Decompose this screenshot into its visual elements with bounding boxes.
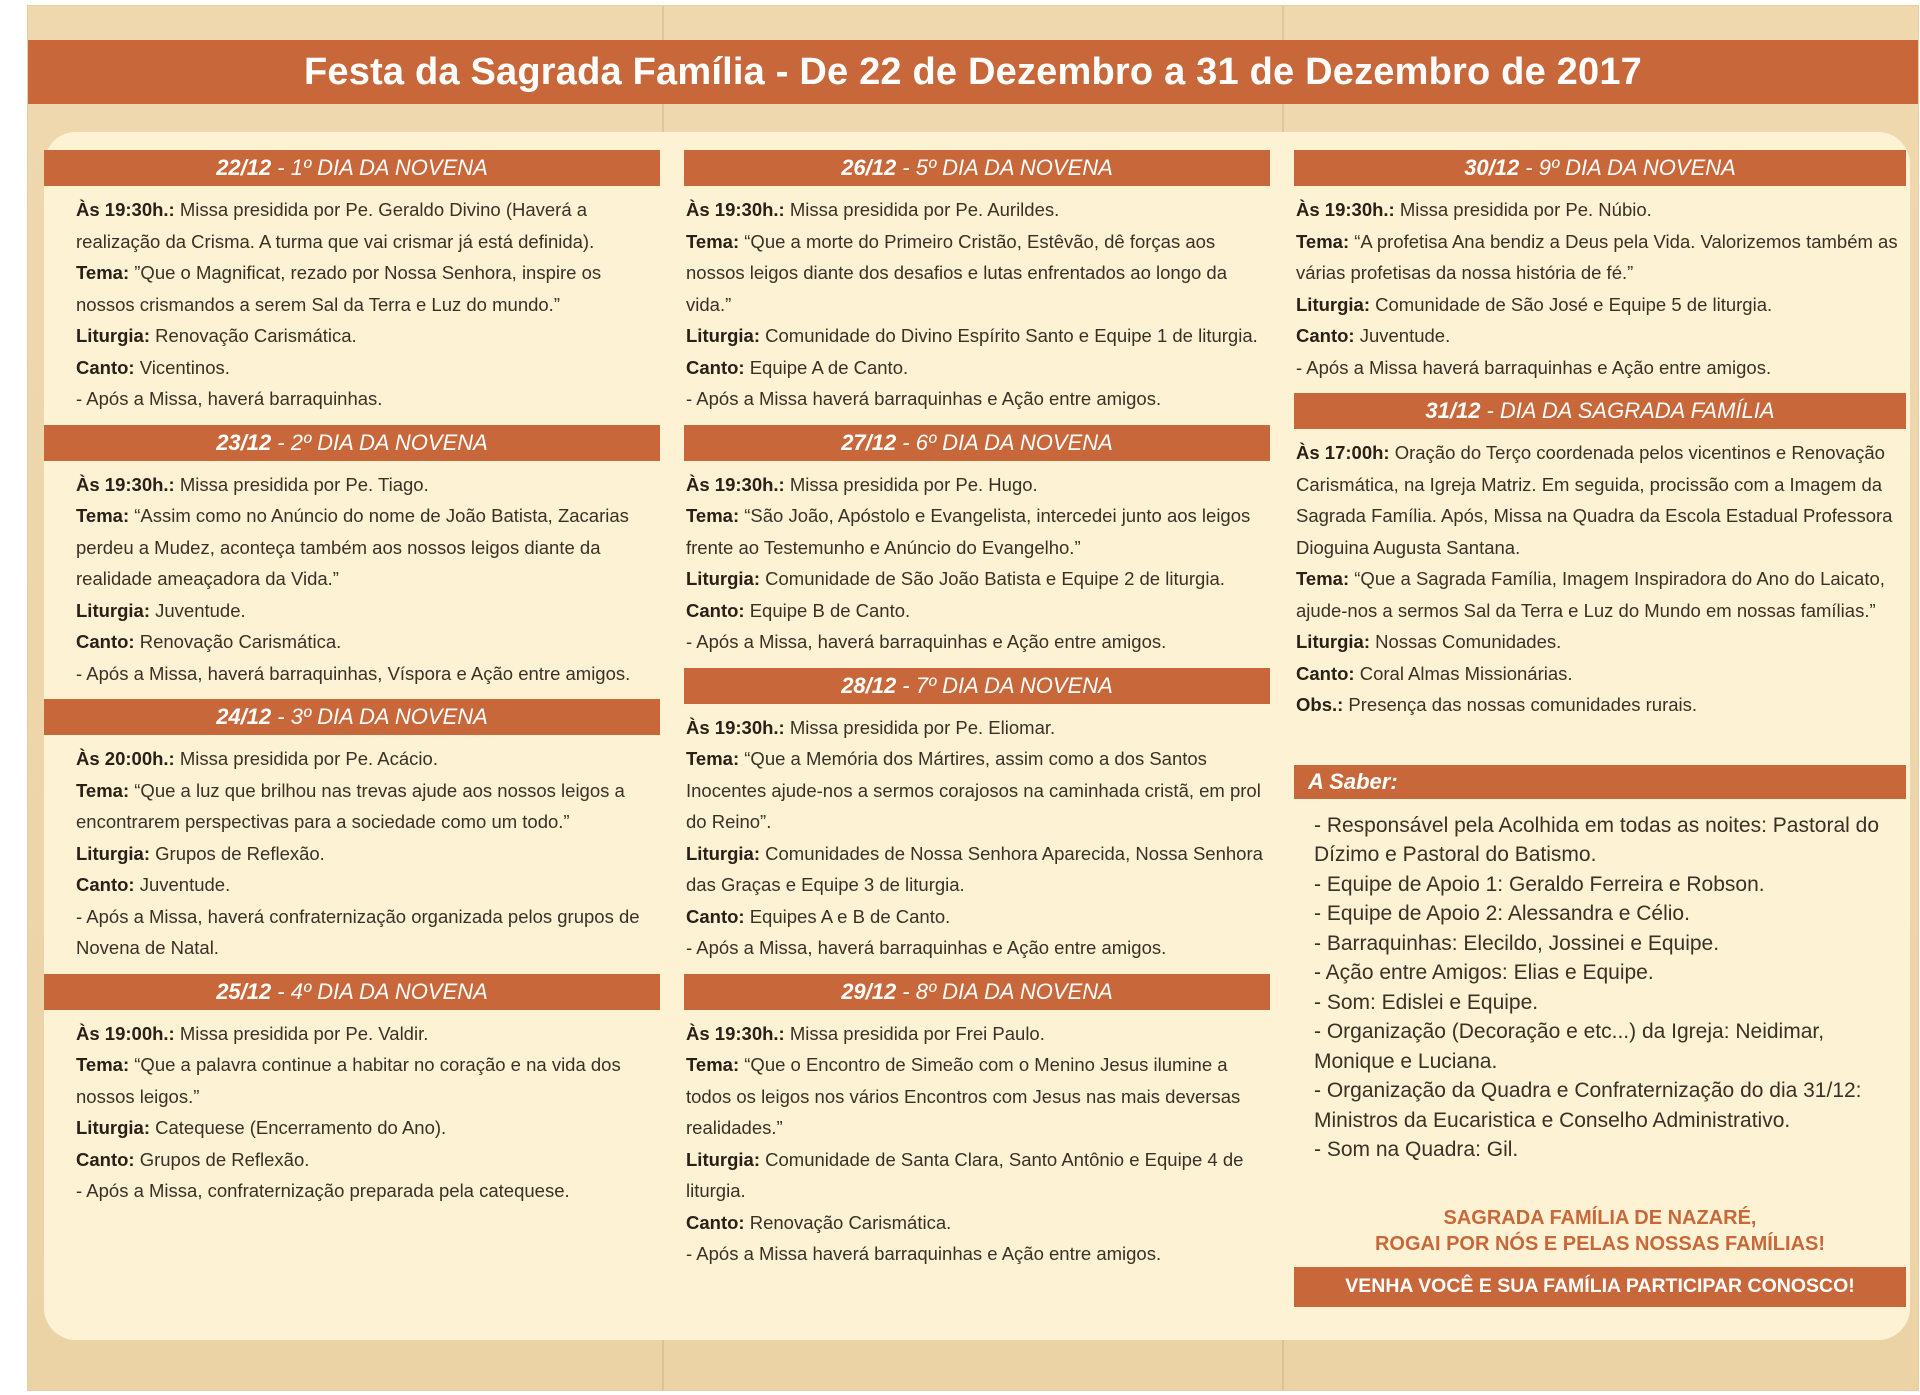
liturgia-line xyxy=(76,595,660,627)
after-mass-line: - Após a Missa, confraternização preparada pela catequese. xyxy=(76,1180,570,1201)
as-label: Às xyxy=(686,199,710,220)
field-value: ”Que o Magnificat, rezado por Nossa Senhora, inspire os nossos crismandos a serem Sal da Terra e Luz do mundo.” xyxy=(76,262,602,315)
time-label xyxy=(76,1023,175,1044)
after-mass-line: - Após a Missa, haverá barraquinhas e Ação entre amigos. xyxy=(686,937,1167,958)
day-date: 29/12 xyxy=(841,978,897,1004)
after-mass-line: - Após a Missa, haverá barraquinhas. xyxy=(76,388,383,409)
time-label xyxy=(686,1023,785,1044)
canto-line xyxy=(76,1144,660,1176)
liturgia-line xyxy=(686,1144,1270,1207)
field-value: Juventude. xyxy=(134,874,231,895)
field-value: “São João, Apóstolo e Evangelista, intercedei junto aos leigos frente ao Testemunho e Anúncio do Evangelho.” xyxy=(686,505,1251,558)
day-label: - 7º DIA DA NOVENA xyxy=(902,672,1113,698)
field-value: Equipe B de Canto. xyxy=(744,599,911,621)
as-label: Às xyxy=(686,1022,710,1044)
liturgia-line: Liturgia: Nossas Comunidades. xyxy=(1296,631,1562,652)
time-value: 20:00h.: xyxy=(104,748,175,769)
mass-text: Missa presidida por Pe. Acácio. xyxy=(174,748,438,769)
field-value: Comunidades de Nossa Senhora Aparecida, Nossa Senhora das Graças e Equipe 3 de liturgia. xyxy=(686,842,1263,895)
a-saber-item: - Organização da Quadra e Confraternização do dia 31/12: Ministros da Eucaristica e Conselho Administrativo. xyxy=(1314,1079,1862,1132)
a-saber-item: - Organização (Decoração e etc...) da Igreja: Neidimar, Monique e Luciana. xyxy=(1314,1020,1825,1073)
day-label: - 9º DIA DA NOVENA xyxy=(1525,155,1736,180)
as-label: Às xyxy=(76,473,100,495)
time-label xyxy=(76,748,175,769)
day-body xyxy=(684,704,1270,964)
liturgia-line xyxy=(76,838,660,870)
time-label xyxy=(686,199,785,220)
canto-line xyxy=(1296,320,1906,352)
a-saber-header: A Saber: xyxy=(1294,765,1906,799)
day-label: - 4º DIA DA NOVENA xyxy=(277,978,488,1004)
field-label: Liturgia: xyxy=(76,325,150,346)
column-1 xyxy=(44,150,660,1217)
field-label: Canto: xyxy=(686,356,745,378)
day-header xyxy=(44,699,660,735)
day-label: - 3º DIA DA NOVENA xyxy=(277,704,488,729)
a-saber-list xyxy=(1294,799,1906,1165)
field-label: Canto: xyxy=(76,356,135,378)
day-date: 30/12 xyxy=(1464,155,1520,180)
a-saber-item: - Responsável pela Acolhida em todas as noites: Pastoral do Dízimo e Pastoral do Batismo. xyxy=(1314,813,1880,866)
mass-text: Missa presidida por Pe. Núbio. xyxy=(1394,199,1652,220)
after-mass-line: - Após a Missa, haverá barraquinhas, Víspora e Ação entre amigos. xyxy=(76,662,631,684)
time-label xyxy=(76,199,175,220)
time-value: 19:30h.: xyxy=(104,199,175,220)
field-value: Vicentinos. xyxy=(134,356,230,378)
tema-line xyxy=(686,226,1270,321)
field-value: Comunidade de São João Batista e Equipe 2 de liturgia. xyxy=(760,568,1225,589)
day-date: 22/12 xyxy=(216,155,272,180)
day-date: 25/12 xyxy=(216,978,272,1004)
field-label: Canto: xyxy=(1296,325,1355,346)
day-label: - DIA DA SAGRADA FAMÍLIA xyxy=(1486,398,1775,423)
time-value: 19:30h.: xyxy=(714,473,785,495)
tema-line xyxy=(686,743,1270,838)
after-mass-line: - Após a Missa, haverá confraternização organizada pelos grupos de Novena de Natal. xyxy=(76,905,640,958)
day-date: 23/12 xyxy=(216,429,272,455)
time-value: 19:30h.: xyxy=(104,473,175,495)
field-label: Tema: xyxy=(76,505,130,526)
a-saber-item: - Equipe de Apoio 2: Alessandra e Célio. xyxy=(1314,902,1690,925)
liturgia-line xyxy=(686,320,1270,352)
mass-line xyxy=(76,743,660,775)
day-body xyxy=(1294,186,1906,383)
field-label: Liturgia: xyxy=(686,1148,760,1170)
day-header xyxy=(44,425,660,461)
slogan-line: SAGRADA FAMÍLIA DE NAZARÉ, xyxy=(1443,1206,1757,1229)
liturgia-line xyxy=(686,563,1270,595)
slogan-line: ROGAI POR NÓS E PELAS NOSSAS FAMÍLIAS! xyxy=(1374,1232,1826,1255)
field-value: Comunidade de Santa Clara, Santo Antônio e Equipe 4 de liturgia. xyxy=(686,1148,1244,1201)
field-label: Tema: xyxy=(686,230,740,252)
time-label xyxy=(686,474,785,495)
field-value: Renovação Carismática. xyxy=(134,631,342,652)
day-label: - 5º DIA DA NOVENA xyxy=(902,155,1113,180)
day-body xyxy=(44,735,660,964)
tema-line xyxy=(76,775,660,838)
after-mass-line: - Após a Missa haverá barraquinhas e Ação entre amigos. xyxy=(686,388,1162,409)
canto-line: Canto: Coral Almas Missionárias. xyxy=(1296,662,1573,684)
day-section xyxy=(684,425,1270,658)
field-value: Grupos de Reflexão. xyxy=(134,1148,310,1170)
as-label: Às xyxy=(686,473,710,495)
field-value: Grupos de Reflexão. xyxy=(150,842,325,864)
day-header xyxy=(44,974,660,1010)
after-mass-line: - Após a Missa haverá barraquinhas e Ação entre amigos. xyxy=(686,1243,1162,1264)
mass-text: Missa presidida por Pe. Hugo. xyxy=(784,473,1038,495)
field-label: Tema: xyxy=(686,1054,740,1075)
time-value: 19:30h.: xyxy=(714,199,785,220)
invite-banner: VENHA VOCÊ E SUA FAMÍLIA PARTICIPAR CONOSCO! xyxy=(1294,1267,1906,1307)
tema-line xyxy=(76,257,660,320)
day-date: 26/12 xyxy=(841,155,897,180)
field-value: Renovação Carismática. xyxy=(744,1211,952,1233)
day-body xyxy=(684,461,1270,658)
time-value: 19:30h.: xyxy=(1324,199,1395,220)
time-label: Às 17:00h: xyxy=(1296,442,1390,463)
day-body xyxy=(684,186,1270,415)
field-label: Canto: xyxy=(76,631,135,652)
field-label: Tema: xyxy=(1296,230,1350,252)
tema-line xyxy=(686,500,1270,563)
field-label: Liturgia: xyxy=(76,1117,150,1138)
day-section xyxy=(684,668,1270,964)
day-section xyxy=(44,699,660,964)
day-body xyxy=(44,186,660,415)
day-body xyxy=(44,1010,660,1207)
time-value: 19:00h.: xyxy=(104,1022,175,1044)
time-value: 19:30h.: xyxy=(714,716,785,738)
day-section xyxy=(1294,150,1906,383)
time-label xyxy=(76,474,175,495)
field-value: “Que a palavra continue a habitar no coração e na vida dos nossos leigos.” xyxy=(76,1054,621,1107)
day-label: - 6º DIA DA NOVENA xyxy=(902,429,1113,455)
canto-line xyxy=(686,352,1270,384)
day-section xyxy=(684,150,1270,415)
tema-line: Tema: “Que a Sagrada Família, Imagem Inspiradora do Ano do Laicato, ajude-nos a sermos Sal da Terra e Luz do Mundo em nossas famílias.” xyxy=(1296,568,1885,621)
field-label: Tema: xyxy=(686,748,740,769)
field-value: “Que a morte do Primeiro Cristão, Estêvão, dê forças aos nossos leigos diante dos desafios e lutas enfrentados ao longo da vida.” xyxy=(686,230,1227,315)
field-value: Equipes A e B de Canto. xyxy=(744,905,951,927)
tema-line xyxy=(1296,226,1906,289)
field-label: Tema: xyxy=(76,779,130,801)
day-header xyxy=(684,974,1270,1010)
field-label: Canto: xyxy=(686,599,745,621)
as-label: Às xyxy=(76,748,100,769)
mass-line xyxy=(686,469,1270,501)
mass-text: Missa presidida por Frei Paulo. xyxy=(784,1022,1045,1044)
day-body xyxy=(684,1010,1270,1270)
field-value: “Assim como no Anúncio do nome de João Batista, Zacarias perdeu a Mudez, aconteça também aos nossos leigos diante da realidade ameaçadora da Vida.” xyxy=(76,505,629,589)
day-label: - 2º DIA DA NOVENA xyxy=(277,429,488,455)
field-label: Liturgia: xyxy=(686,325,760,346)
day-section xyxy=(44,150,660,415)
mass-line xyxy=(76,1018,660,1050)
mass-text: Missa presidida por Pe. Tiago. xyxy=(174,473,429,495)
page-title: Festa da Sagrada Família - De 22 de Dezembro a 31 de Dezembro de 2017 xyxy=(28,40,1918,104)
after-mass-line: - Após a Missa haverá barraquinhas e Ação entre amigos. xyxy=(1296,356,1772,378)
time-value: 19:30h.: xyxy=(714,1022,785,1044)
field-value: Renovação Carismática. xyxy=(150,325,357,346)
a-saber-item: - Barraquinhas: Elecildo, Jossinei e Equipe. xyxy=(1314,931,1720,955)
field-label: Tema: xyxy=(686,505,740,526)
mass-line xyxy=(686,1018,1270,1050)
day-body xyxy=(44,461,660,690)
field-value: “Que a luz que brilhou nas trevas ajude aos nossos leigos a encontrarem perspectivas para a sociedade como um todo.” xyxy=(76,779,625,832)
day-section-31 xyxy=(1294,393,1906,721)
slogan xyxy=(1294,1205,1906,1257)
as-label: Às xyxy=(76,199,100,220)
field-value: Comunidade do Divino Espírito Santo e Equipe 1 de liturgia. xyxy=(760,325,1258,346)
day-date: 31/12 xyxy=(1425,398,1481,423)
liturgia-line xyxy=(76,1112,660,1144)
field-value: “A profetisa Ana bendiz a Deus pela Vida. Valorizemos também as várias profetisas da nossa história de fé.” xyxy=(1296,230,1898,283)
as-label: Às xyxy=(76,1022,100,1044)
field-label: Tema: xyxy=(76,262,130,283)
a-saber-item: - Som na Quadra: Gil. xyxy=(1314,1138,1519,1161)
mass-line xyxy=(76,194,660,257)
field-value: Juventude. xyxy=(150,599,246,621)
mass-line xyxy=(1296,194,1906,226)
canto-line xyxy=(686,1207,1270,1239)
mass-text: Missa presidida por Pe. Aurildes. xyxy=(784,199,1060,220)
day-section xyxy=(44,974,660,1207)
field-value: Catequese (Encerramento do Ano). xyxy=(150,1117,447,1138)
mass-line xyxy=(76,469,660,501)
a-saber-item: - Som: Edislei e Equipe. xyxy=(1314,990,1539,1014)
canto-line xyxy=(76,352,660,384)
canto-line xyxy=(686,595,1270,627)
liturgia-line xyxy=(76,320,660,352)
field-label: Liturgia: xyxy=(76,842,150,864)
day-header xyxy=(684,425,1270,461)
field-value: “Que a Memória dos Mártires, assim como a dos Santos Inocentes ajude-nos a sermos corajosos na caminhada cristã, em prol do Reino”. xyxy=(686,748,1261,832)
field-label: Liturgia: xyxy=(76,599,150,621)
as-label: Às xyxy=(686,716,710,738)
day-date: 28/12 xyxy=(841,672,897,698)
mass-text: Missa presidida por Pe. Valdir. xyxy=(174,1022,429,1044)
day-label: - 1º DIA DA NOVENA xyxy=(277,155,488,180)
column-2 xyxy=(684,150,1270,1280)
liturgia-line xyxy=(686,838,1270,901)
day-header xyxy=(1294,150,1906,186)
day-section xyxy=(44,425,660,690)
day-header xyxy=(684,668,1270,704)
canto-line xyxy=(76,869,660,901)
mass-text: Missa presidida por Pe. Geraldo Divino (Haverá a realização da Crisma. A turma que vai crismar já está definida). xyxy=(76,199,595,252)
novena-day-slot xyxy=(1294,150,1906,383)
field-value: Equipe A de Canto. xyxy=(744,356,909,378)
field-label: Canto: xyxy=(76,1148,135,1170)
time-label xyxy=(686,717,785,738)
day-header xyxy=(44,150,660,186)
field-label: Tema: xyxy=(76,1054,130,1075)
mass-line xyxy=(686,712,1270,744)
a-saber-item: - Ação entre Amigos: Elias e Equipe. xyxy=(1314,961,1654,984)
day-header xyxy=(1294,393,1906,429)
field-label: Canto: xyxy=(76,874,135,895)
liturgia-line xyxy=(1296,289,1906,321)
field-value: Juventude. xyxy=(1354,325,1451,346)
day-section xyxy=(684,974,1270,1270)
day-header xyxy=(684,150,1270,186)
mass-text: Missa presidida por Pe. Eliomar. xyxy=(784,716,1056,738)
field-label: Liturgia: xyxy=(1296,293,1370,315)
canto-line xyxy=(76,626,660,658)
day-label: - 8º DIA DA NOVENA xyxy=(902,978,1113,1004)
field-label: Liturgia: xyxy=(686,842,760,864)
field-label: Canto: xyxy=(686,905,745,927)
mass-line: Às 17:00h: Oração do Terço coordenada pelos vicentinos e Renovação Carismática, na Igreja Matriz. Em seguida, procissão com a Imagem da Sagrada Família. Após, Missa na Quadra da Escola Estadual Professora Dioguina Augusta Santana. xyxy=(1296,442,1893,558)
time-label xyxy=(1296,199,1395,220)
mass-line xyxy=(686,194,1270,226)
as-label: Às xyxy=(1296,199,1320,220)
canto-line xyxy=(686,901,1270,933)
after-mass-line: - Após a Missa, haverá barraquinhas e Ação entre amigos. xyxy=(686,631,1167,652)
day-date: 24/12 xyxy=(216,704,272,729)
obs-line: Obs.: Presença das nossas comunidades rurais. xyxy=(1296,694,1698,715)
day-date: 27/12 xyxy=(841,429,897,455)
column-3 xyxy=(1294,150,1906,1307)
field-value: Comunidade de São José e Equipe 5 de liturgia. xyxy=(1370,293,1773,315)
tema-line xyxy=(686,1049,1270,1144)
field-label: Canto: xyxy=(686,1211,745,1233)
tema-line xyxy=(76,1049,660,1112)
tema-line xyxy=(76,500,660,595)
field-value: “Que o Encontro de Simeão com o Menino Jesus ilumine a todos os leigos nos vários Encontros com Jesus nas mais deversas realidades.” xyxy=(686,1054,1241,1138)
field-label: Liturgia: xyxy=(686,568,760,589)
a-saber-item: - Equipe de Apoio 1: Geraldo Ferreira e Robson. xyxy=(1314,872,1765,896)
day-body xyxy=(1294,429,1906,721)
